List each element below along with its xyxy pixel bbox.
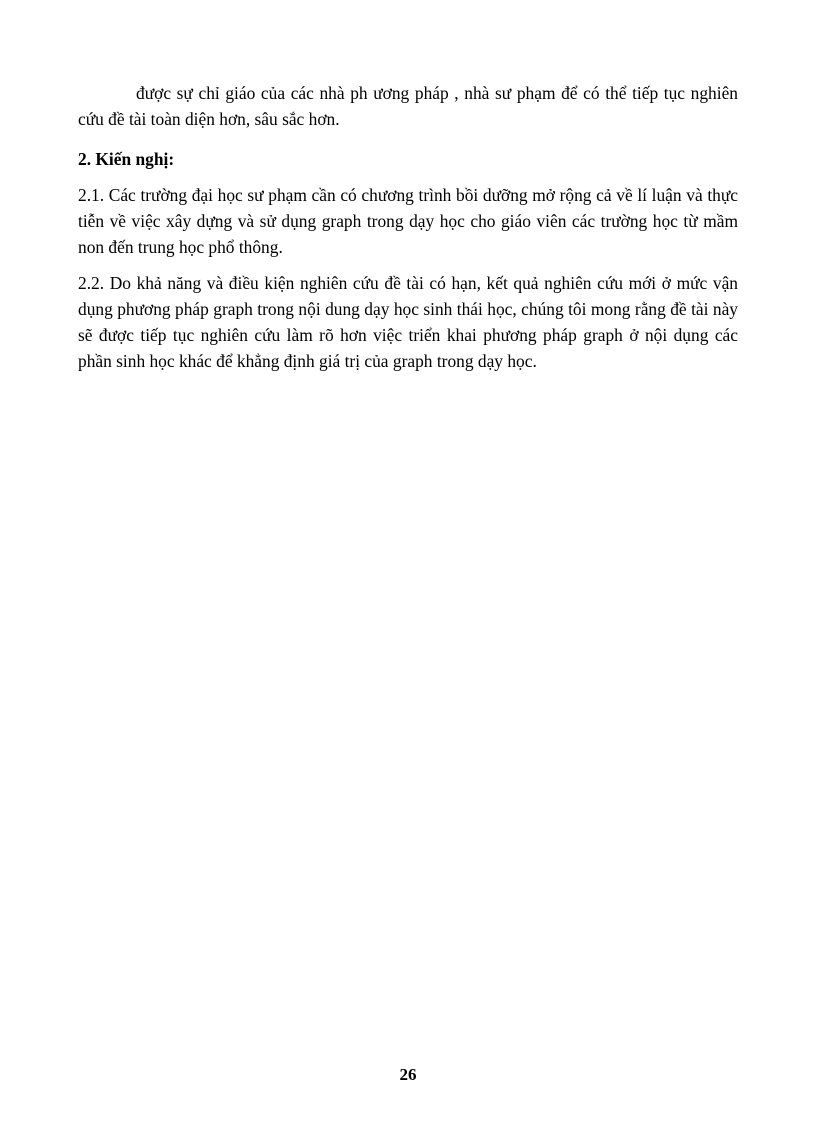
recommendation-paragraph-2-2: 2.2. Do khả năng và điều kiện nghiên cứu đề tài có hạn, kết quả nghiên cứu mới ở mức vận dụng phương pháp graph trong nội dung dạy học sinh thái học, chúng tôi mong rằng đề tài này sẽ được tiếp tục nghiên cứu làm rõ hơn việc triển khai phương pháp graph ở nội dụng các phần sinh học khác để khẳng định giá trị của graph trong dạy học. [78,273,738,371]
section-heading: 2. Kiến nghị: [78,149,175,169]
continuation-paragraph: được sự chỉ giáo của các nhà ph ương pháp , nhà sư phạm để có thể tiếp tục nghiên cứu đề tài toàn diện hơn, sâu sắc hơn. [78,83,738,129]
page-number: 26 [399,1065,417,1084]
recommendation-paragraph-2-1: 2.1. Các trường đại học sư phạm cần có chương trình bồi dưỡng mở rộng cả về lí luận và thực tiễn về việc xây dựng và sử dụng graph trong dạy học cho giáo viên các trường học từ mầm non đến trung học phổ thông. [78,185,738,257]
document-body [78,80,738,374]
